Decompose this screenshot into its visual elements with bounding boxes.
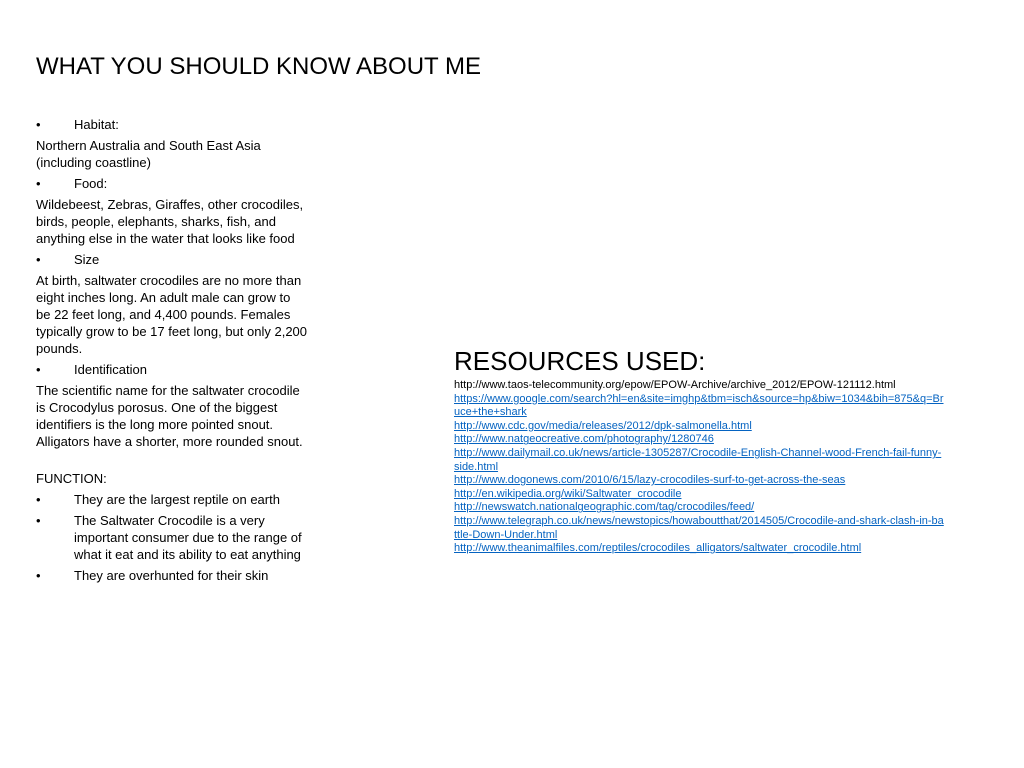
resource-plain-url: http://www.taos-telecommunity.org/epow/EPOW-Archive/archive_2012/EPOW-121112.html bbox=[454, 379, 896, 391]
bullet-dot: • bbox=[36, 252, 41, 267]
function-item bbox=[36, 491, 308, 508]
resources-heading: RESOURCES USED: bbox=[454, 346, 706, 376]
resource-link[interactable]: http://www.theanimalfiles.com/reptiles/crocodiles_alligators/saltwater_crocodile.html bbox=[454, 542, 862, 555]
bullet-dot: • bbox=[36, 492, 41, 507]
size-text: At birth, saltwater crocodiles are no more than eight inches long. An adult male can grow to be 22 feet long, and 4,400 pounds. Females typically grow to be 17 feet long, but only 2,200 pounds. bbox=[36, 273, 308, 356]
bullet-dot: • bbox=[36, 513, 41, 528]
slide-title: WHAT YOU SHOULD KNOW ABOUT ME bbox=[36, 53, 481, 80]
function-item bbox=[36, 512, 308, 563]
spacer bbox=[36, 454, 308, 470]
bullet-dot: • bbox=[36, 362, 41, 377]
identification-text: The scientific name for the saltwater crocodile is Crocodylus porosus. One of the biggest identifiers is the long more pointed snout. Alligators have a shorter, more rounded snout. bbox=[36, 383, 303, 449]
function-item-text: They are the largest reptile on earth bbox=[74, 492, 280, 507]
resource-link[interactable]: http://newswatch.nationalgeographic.com/tag/crocodiles/feed/ bbox=[454, 501, 755, 514]
habitat-bullet bbox=[36, 116, 308, 133]
habitat-label: Habitat: bbox=[74, 117, 119, 132]
resource-link[interactable]: http://www.cdc.gov/media/releases/2012/dpk-salmonella.html bbox=[454, 419, 752, 432]
habitat-text: Northern Australia and South East Asia (including coastline) bbox=[36, 138, 261, 170]
bullet-dot: • bbox=[36, 176, 41, 191]
resource-link[interactable]: http://www.telegraph.co.uk/news/newstopics/howaboutthat/2014505/Crocodile-and-shark-clash-in-battle-Down-Under.html bbox=[454, 514, 944, 541]
resource-link[interactable]: http://www.natgeocreative.com/photography/1280746 bbox=[454, 433, 714, 446]
resource-link[interactable]: https://www.google.com/search?hl=en&site=imghp&tbm=isch&source=hp&biw=1034&bih=875&q=Bruce+the+shark bbox=[454, 392, 944, 419]
function-item-text: They are overhunted for their skin bbox=[74, 568, 269, 583]
function-item bbox=[36, 567, 308, 584]
resource-link[interactable]: http://en.wikipedia.org/wiki/Saltwater_crocodile bbox=[454, 487, 682, 500]
bullet-dot: • bbox=[36, 117, 41, 132]
bullet-dot: • bbox=[36, 568, 41, 583]
resource-link[interactable]: http://www.dailymail.co.uk/news/article-1305287/Crocodile-English-Channel-wood-French-fail-funny-side.html bbox=[454, 446, 942, 473]
size-label: Size bbox=[74, 252, 100, 267]
resource-link[interactable]: http://www.dogonews.com/2010/6/15/lazy-crocodiles-surf-to-get-across-the-seas bbox=[454, 474, 846, 487]
resources-section bbox=[454, 345, 944, 556]
function-heading: FUNCTION: bbox=[36, 471, 107, 486]
food-label: Food: bbox=[74, 176, 108, 191]
identification-bullet bbox=[36, 361, 308, 378]
function-item-text: The Saltwater Crocodile is a very important consumer due to the range of what it eat and its ability to eat anything bbox=[74, 513, 302, 562]
food-bullet bbox=[36, 175, 308, 192]
food-text: Wildebeest, Zebras, Giraffes, other crocodiles, birds, people, elephants, sharks, fish, and anything else in the water that looks like food bbox=[36, 197, 304, 246]
identification-label: Identification bbox=[74, 362, 147, 377]
size-bullet bbox=[36, 251, 308, 268]
facts-column bbox=[36, 116, 308, 588]
